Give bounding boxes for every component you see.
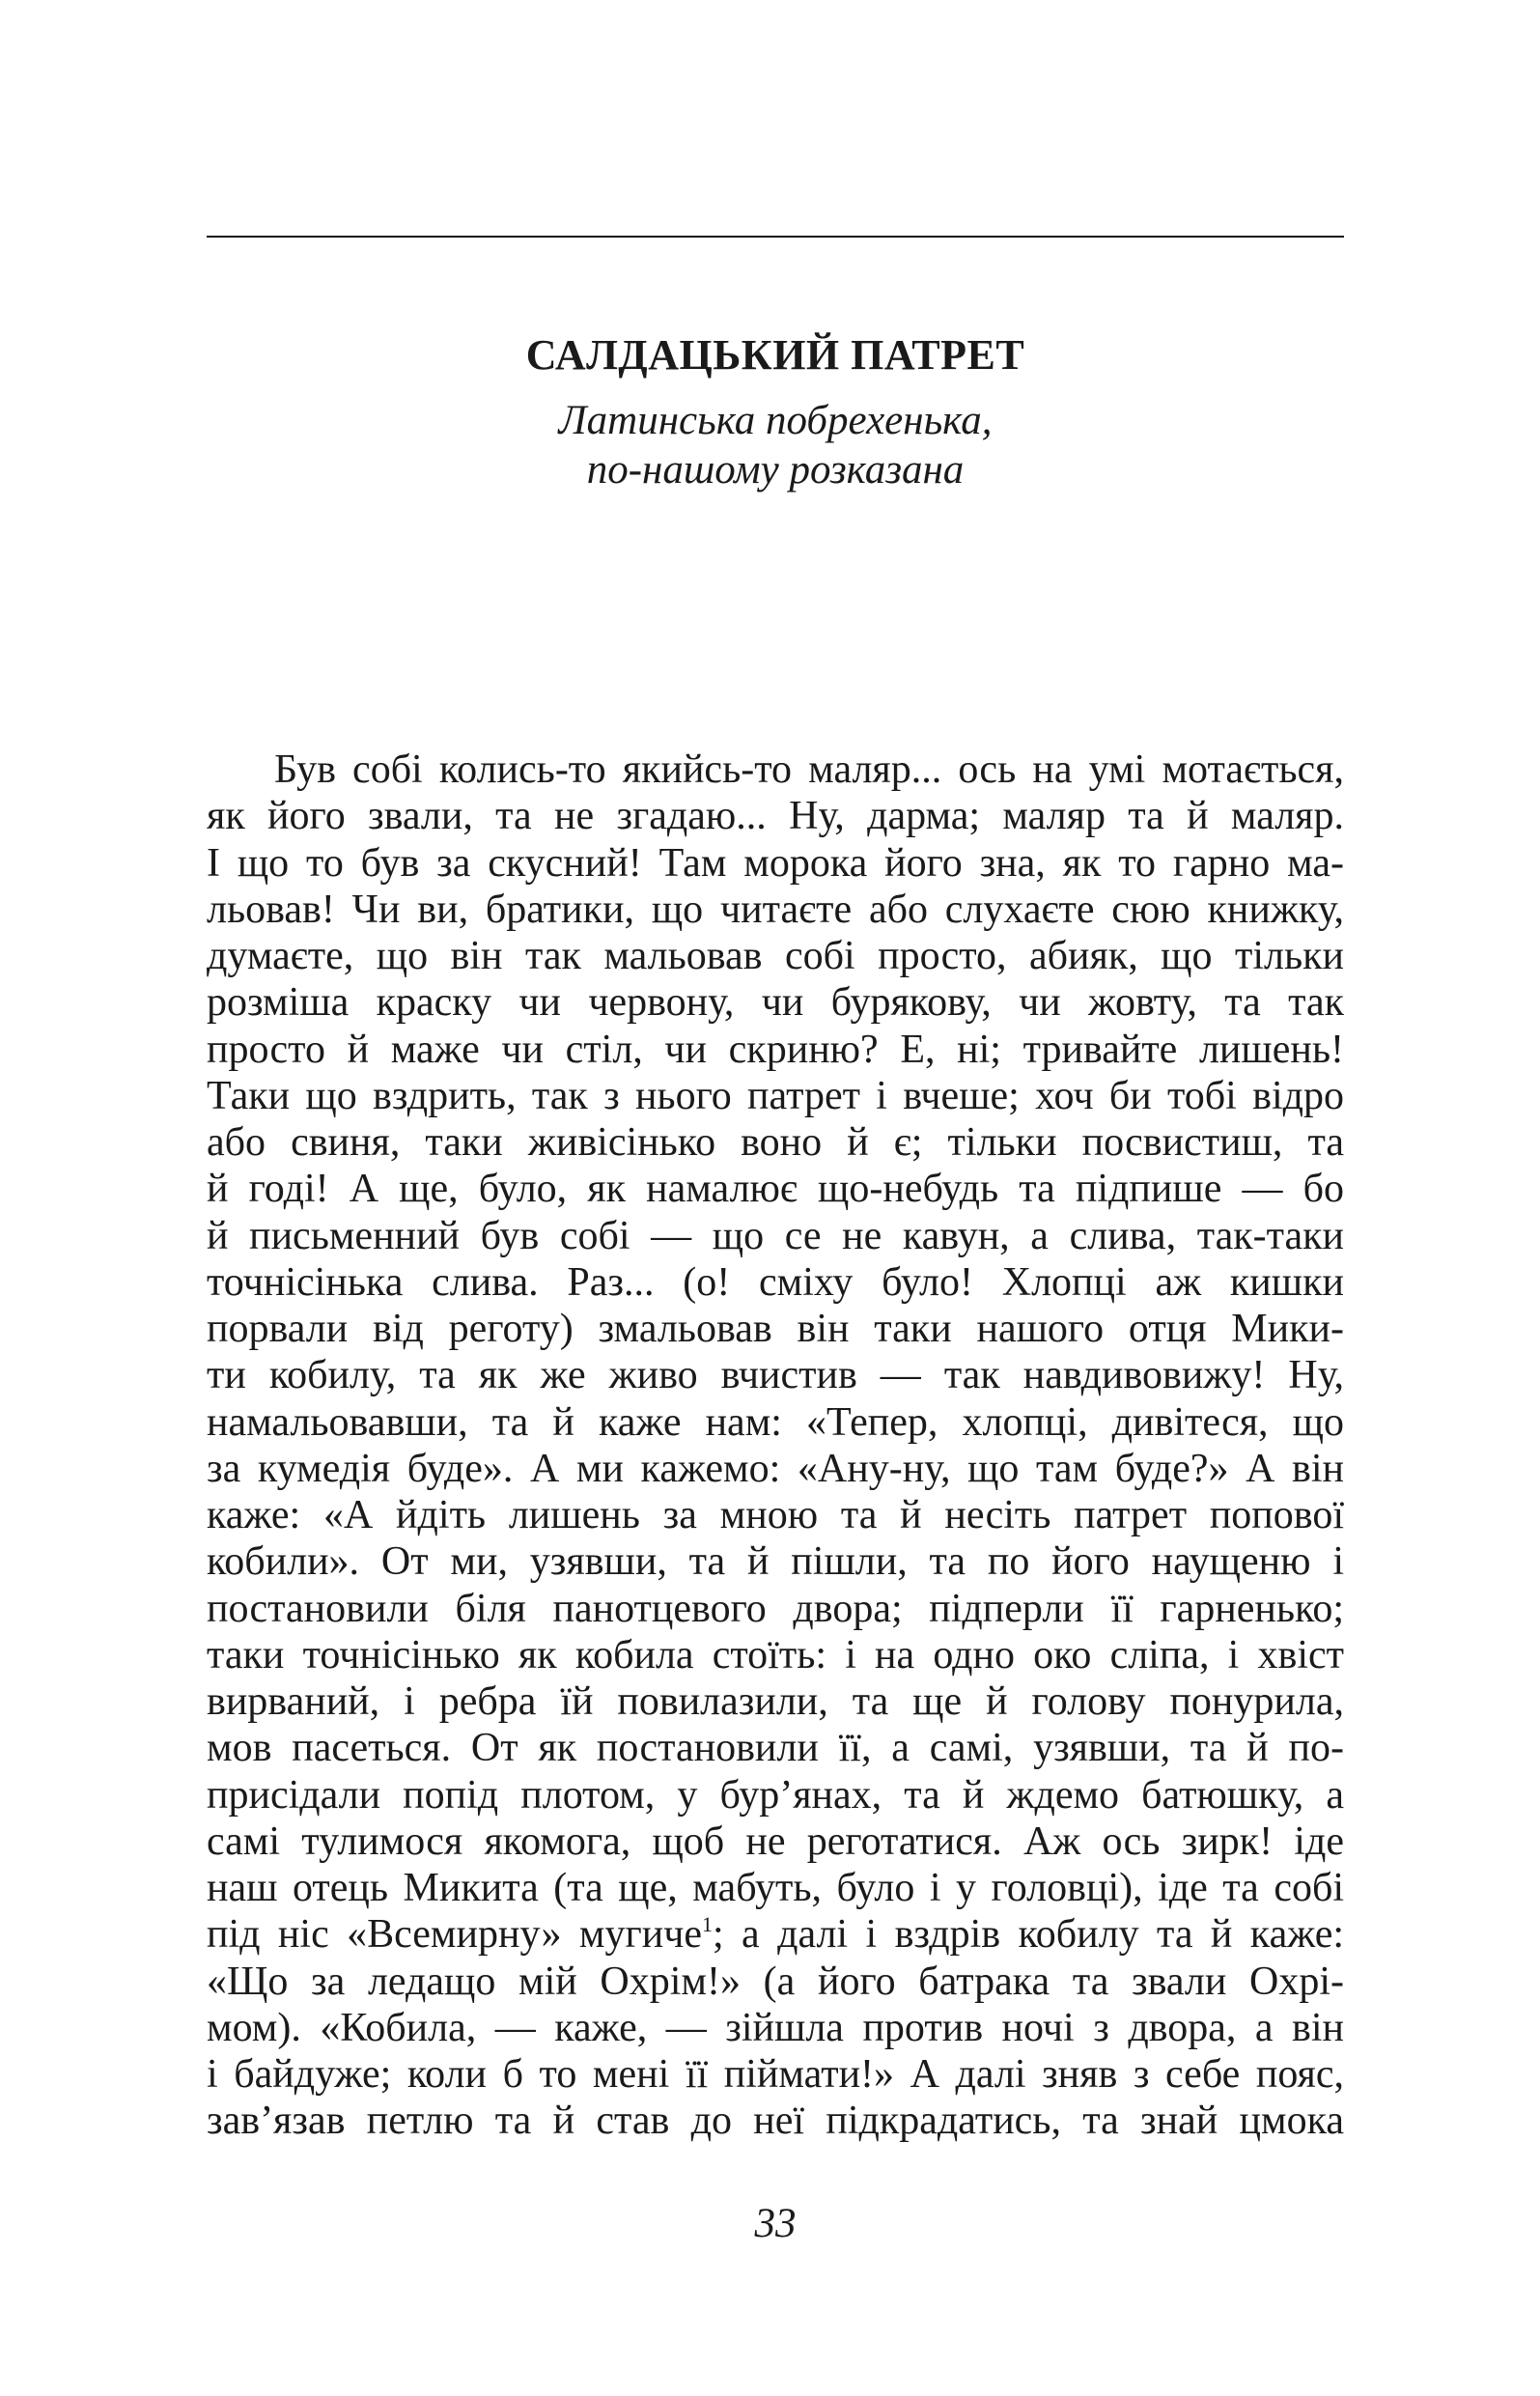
text-line: і байдуже; коли б то мені її піймати!» А далі зняв з себе пояс,	[207, 2052, 1344, 2097]
text-line: ти кобилу, та як же живо вчистив — так навдивовижу! Ну,	[207, 1353, 1344, 1398]
text-line: І що то був за скусний! Там морока його зна, як то гарно ма-	[207, 840, 1344, 886]
text-line: наш отець Микита (та ще, мабуть, було і у головці), іде та собі	[207, 1866, 1344, 1910]
text-line: й письменний був собі — що се не кавун, а слива, так-таки	[207, 1213, 1344, 1258]
text-line: намальовавши, та й каже нам: «Тепер, хлопці, дивітеся, що	[207, 1399, 1344, 1445]
text-line: самі тулимося якомога, щоб не реготатися. Аж ось зирк! іде	[207, 1818, 1344, 1864]
text-line: розміша краску чи червону, чи бурякову, чи жовту, та так	[207, 980, 1344, 1026]
text-line-head: під ніс «Всемирну» мугиче	[207, 1912, 702, 1958]
text-line: Таки що вздрить, так з нього патрет і вчеше; хоч би тобі відро	[207, 1073, 1344, 1118]
text-line: думаєте, що він так мальовав собі просто, абияк, що тільки	[207, 934, 1344, 978]
text-line: за кумедія буде». А ми кажемо: «Ану-ну, що там буде?» А він	[207, 1446, 1344, 1491]
text-line: й годі! А ще, було, як намалює що-небудь та підпише — бо	[207, 1167, 1344, 1212]
text-line: льовав! Чи ви, братики, що читаєте або слухаєте сюю книжку,	[207, 887, 1344, 932]
text-line: зав’язав петлю та й став до неї підкрадатись, та знай цмока	[207, 2099, 1344, 2144]
text-line: мов пасеться. От як постановили її, а самі, узявши, та й по-	[207, 1726, 1344, 1771]
subtitle-line-2: по-нашому розказана	[586, 447, 965, 493]
text-line: кобили». От ми, узявши, та й пішли, та по його наущеню і	[207, 1539, 1344, 1585]
text-line-tail: ; а далі і вздрів кобилу та й каже:	[712, 1912, 1344, 1958]
text-line: мом). «Кобила, — каже, — зійшла против ночі з двора, а він	[207, 2005, 1344, 2050]
text-line: таки точнісінько як кобила стоїть: і на одно око сліпа, і хвіст	[207, 1632, 1344, 1677]
text-line: «Що за ледащо мій Охрім!» (а його батрака та звали Охрі-	[207, 1959, 1344, 2004]
text-line: вирваний, і ребра їй повилазили, та ще й голову понурила,	[207, 1679, 1344, 1724]
text-line: каже: «А йдіть лишень за мною та й несіть патрет попової	[207, 1493, 1344, 1537]
text-line: Був собі колись-то якийсь-то маляр... ось на умі мотається,	[274, 747, 1344, 792]
header-rule	[207, 236, 1344, 238]
text-line: просто й маже чи стіл, чи скриню? Е, ні; тривайте лишень!	[207, 1027, 1344, 1072]
text-line: постановили біля панотцевого двора; підперли її гарненько;	[207, 1586, 1344, 1631]
text-line: точнісінька слива. Раз... (о! сміху було! Хлопці аж кишки	[207, 1259, 1344, 1305]
text-line: порвали від реготу) змальовав він таки нашого отця Мики-	[207, 1307, 1344, 1351]
page-number: 33	[754, 2201, 797, 2246]
text-line: як його звали, та не згадаю... Ну, дарма; маляр та й маляр.	[207, 794, 1344, 839]
story-title: САЛДАЦЬКИЙ ПАТРЕТ	[525, 331, 1025, 379]
story-subtitle	[207, 396, 1344, 494]
body-text	[207, 747, 1344, 2145]
footnote-mark: 1	[701, 1912, 713, 1937]
subtitle-line-1: Латинська побрехенька,	[558, 398, 993, 443]
text-line: присідали попід плотом, у бур’янах, та й ждемо батюшку, а	[207, 1772, 1344, 1818]
text-line: або свиня, таки живісінько воно й є; тільки посвистиш, та	[207, 1120, 1344, 1165]
text-line-with-footnote	[207, 1911, 1344, 1958]
